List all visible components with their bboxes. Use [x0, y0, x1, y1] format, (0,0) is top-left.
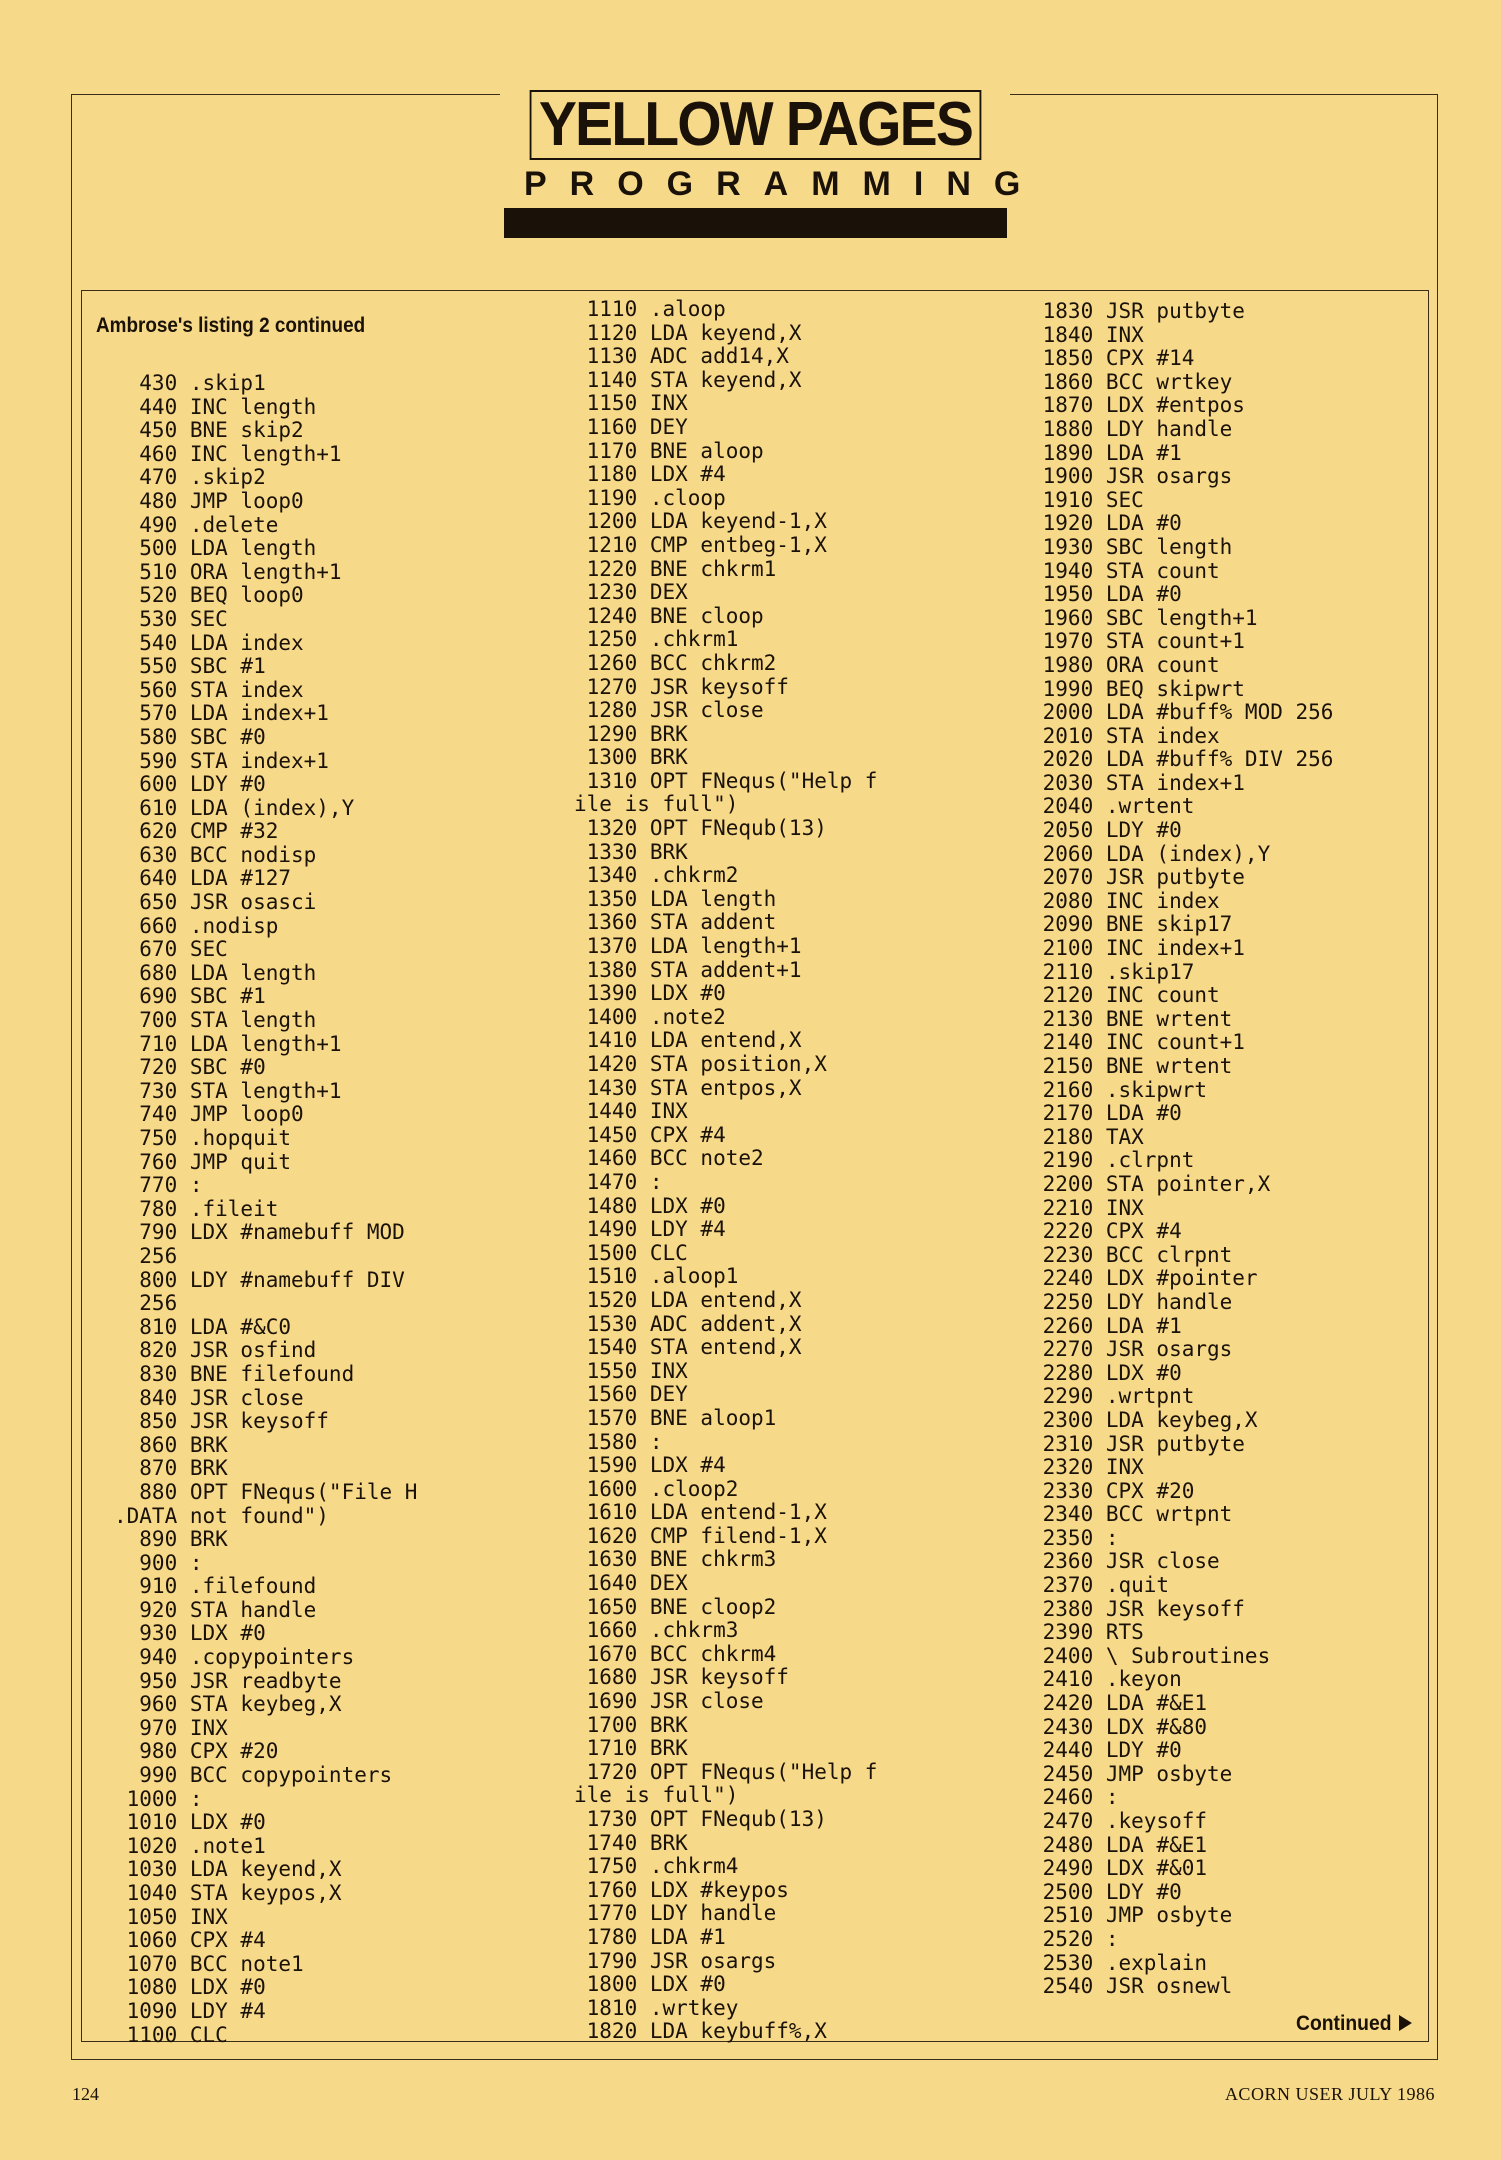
code-line: 1600 .cloop2: [574, 1476, 739, 1501]
code-line: 1730 OPT FNequb(13): [574, 1807, 827, 1831]
code-line: 1090 LDY #4: [114, 1998, 266, 2023]
code-line: 700 STA length: [114, 1008, 317, 1033]
code-line: 1120 LDA keyend,X: [574, 320, 802, 345]
code-line: 2120 INC count: [1030, 983, 1220, 1008]
arrow-right-icon: [1399, 2015, 1412, 2031]
code-line: 2380 JSR keysoff: [1030, 1596, 1245, 1621]
code-line: 1590 LDX #4: [574, 1453, 726, 1478]
code-line: 1920 LDA #0: [1030, 511, 1182, 536]
code-line: 540 LDA index: [114, 630, 304, 655]
code-line: 1420 STA position,X: [574, 1052, 827, 1076]
code-line: 2360 JSR close: [1030, 1549, 1220, 1574]
code-line: 1690 JSR close: [574, 1689, 764, 1714]
code-line: 940 .copypointers: [114, 1645, 355, 1670]
code-line: 530 SEC: [114, 606, 228, 631]
code-line: 1900 JSR osargs: [1030, 464, 1233, 489]
code-line: 1520 LDA entend,X: [574, 1287, 802, 1312]
code-line: 980 CPX #20: [114, 1739, 279, 1764]
code-line: 2160 .skipwrt: [1030, 1077, 1208, 1102]
code-line: 1740 BRK: [574, 1830, 688, 1855]
code-line: 770 :: [114, 1173, 203, 1198]
code-line: 780 .fileit: [114, 1196, 279, 1221]
code-line: 1010 LDX #0: [114, 1810, 266, 1835]
code-line: 730 STA length+1: [114, 1078, 342, 1103]
code-line: 470 .skip2: [114, 465, 266, 490]
code-line: 2350 :: [1030, 1525, 1119, 1550]
code-line: 1210 CMP entbeg-1,X: [574, 532, 827, 557]
code-line: 720 SBC #0: [114, 1055, 266, 1080]
code-line: 1930 SBC length: [1030, 534, 1233, 559]
code-line: 1570 BNE aloop1: [574, 1405, 777, 1430]
code-line: 630 BCC nodisp: [114, 842, 317, 867]
code-line: 610 LDA (index),Y: [114, 795, 355, 820]
code-line: 2480 LDA #&E1: [1030, 1832, 1208, 1857]
code-line: 590 STA index+1: [114, 748, 329, 773]
code-line: 1910 SEC: [1030, 487, 1144, 512]
code-line: 2250 LDY handle: [1030, 1289, 1233, 1314]
code-line: 1410 LDA entend,X: [574, 1028, 802, 1053]
code-line: 890 BRK: [114, 1527, 228, 1552]
code-line: 640 LDA #127: [114, 866, 292, 891]
code-line: 1830 JSR putbyte: [1030, 299, 1245, 323]
code-line: 2420 LDA #&E1: [1030, 1691, 1208, 1716]
code-line: 1400 .note2: [574, 1004, 726, 1029]
code-line: 2390 RTS: [1030, 1620, 1144, 1645]
code-line: 1360 STA addent: [574, 910, 777, 935]
code-line: 2140 INC count+1: [1030, 1030, 1245, 1055]
code-line: 1150 INX: [574, 391, 688, 416]
code-line: 1460 BCC note2: [574, 1146, 764, 1171]
code-line: 2440 LDY #0: [1030, 1738, 1182, 1763]
code-line: 2030 STA index+1: [1030, 770, 1245, 795]
code-line: 1720 OPT FNequs("Help f: [574, 1759, 878, 1784]
code-line: 1290 BRK: [574, 721, 688, 746]
code-line: 650 JSR osasci: [114, 890, 317, 915]
code-line: 570 LDA index+1: [114, 701, 329, 726]
code-line: 1630 BNE chkrm3: [574, 1547, 777, 1572]
code-line: 2320 INX: [1030, 1455, 1144, 1480]
code-line: 1530 ADC addent,X: [574, 1311, 802, 1336]
code-line: 560 STA index: [114, 677, 304, 702]
code-line: 1540 STA entend,X: [574, 1335, 802, 1360]
code-line: 1040 STA keypos,X: [114, 1881, 342, 1905]
code-line: 1700 BRK: [574, 1712, 688, 1737]
code-line: 960 STA keybeg,X: [114, 1692, 342, 1717]
masthead: [500, 86, 1044, 238]
code-line: 1380 STA addent+1: [574, 957, 802, 982]
code-line: 2050 LDY #0: [1030, 818, 1182, 843]
code-line: 1490 LDY #4: [574, 1217, 726, 1242]
code-line: 1280 JSR close: [574, 698, 764, 723]
code-line: 1080 LDX #0: [114, 1975, 266, 2000]
code-line: 1050 INX: [114, 1904, 228, 1929]
code-line: 880 OPT FNequs("File H: [114, 1479, 418, 1504]
code-line: 900 :: [114, 1550, 203, 1575]
code-line: 490 .delete: [114, 512, 279, 537]
code-line: 2340 BCC wrtpnt: [1030, 1502, 1233, 1527]
code-line: 1340 .chkrm2: [574, 863, 739, 888]
code-line: 1110 .aloop: [574, 297, 726, 321]
code-line: 1990 BEQ skipwrt: [1030, 676, 1245, 701]
code-line: 2220 CPX #4: [1030, 1219, 1182, 1244]
continued-marker: [1296, 2012, 1412, 2036]
code-line: 800 LDY #namebuff DIV: [114, 1267, 405, 1292]
code-line: 2070 JSR putbyte: [1030, 865, 1245, 890]
code-line: 1750 .chkrm4: [574, 1854, 739, 1879]
code-line: 2450 JMP osbyte: [1030, 1761, 1233, 1786]
code-line: 1610 LDA entend-1,X: [574, 1500, 827, 1525]
code-line: 2170 LDA #0: [1030, 1101, 1182, 1126]
code-line: 2260 LDA #1: [1030, 1313, 1182, 1338]
code-line: 1170 BNE aloop: [574, 438, 764, 463]
code-line: 820 JSR osfind: [114, 1338, 317, 1363]
code-line: 1790 JSR osargs: [574, 1948, 777, 1973]
code-line: 1450 CPX #4: [574, 1122, 726, 1147]
code-line: 2180 TAX: [1030, 1124, 1144, 1149]
code-line: 1710 BRK: [574, 1736, 688, 1761]
code-line: 2190 .clrpnt: [1030, 1148, 1195, 1173]
code-line: 1270 JSR keysoff: [574, 674, 789, 699]
code-line: 680 LDA length: [114, 960, 317, 985]
code-line: 2060 LDA (index),Y: [1030, 841, 1271, 866]
code-line: 1200 LDA keyend-1,X: [574, 509, 827, 534]
code-line: 1550 INX: [574, 1358, 688, 1383]
code-line: 2010 STA index: [1030, 723, 1220, 748]
code-line: 550 SBC #1: [114, 654, 266, 679]
code-line: ile is full"): [574, 1783, 739, 1808]
code-line: 1260 BCC chkrm2: [574, 650, 777, 675]
code-line: 2130 BNE wrtent: [1030, 1006, 1233, 1031]
code-line: 2400 \ Subroutines: [1030, 1643, 1271, 1668]
code-line: 500 LDA length: [114, 536, 317, 561]
code-line: 1130 ADC add14,X: [574, 344, 789, 369]
code-line: 790 LDX #namebuff MOD: [114, 1220, 405, 1245]
code-line: 1810 .wrtkey: [574, 1995, 739, 2020]
code-line: 1560 DEY: [574, 1382, 688, 1407]
code-line: 1330 BRK: [574, 839, 688, 864]
code-line: 870 BRK: [114, 1456, 228, 1481]
code-line: 2310 JSR putbyte: [1030, 1431, 1245, 1456]
code-line: 580 SBC #0: [114, 724, 266, 749]
code-line: 1860 BCC wrtkey: [1030, 369, 1233, 394]
code-line: 740 JMP loop0: [114, 1102, 304, 1127]
code-line: 1250 .chkrm1: [574, 627, 739, 652]
code-line: 1030 LDA keyend,X: [114, 1857, 342, 1882]
code-line: 2270 JSR osargs: [1030, 1337, 1233, 1362]
code-line: 670 SEC: [114, 937, 228, 962]
code-line: 750 .hopquit: [114, 1126, 292, 1150]
code-line: 1060 CPX #4: [114, 1928, 266, 1953]
code-line: 1890 LDA #1: [1030, 440, 1182, 465]
code-line: 1670 BCC chkrm4: [574, 1641, 777, 1666]
code-line: 1300 BRK: [574, 745, 688, 770]
code-line: 710 LDA length+1: [114, 1031, 342, 1056]
code-line: 2200 STA pointer,X: [1030, 1171, 1271, 1196]
code-line: 2460 :: [1030, 1785, 1119, 1810]
code-line: 460 INC length+1: [114, 441, 342, 466]
masthead-title: YELLOW PAGES: [529, 90, 981, 160]
code-line: 830 BNE filefound: [114, 1361, 355, 1386]
code-line: 810 LDA #&C0: [114, 1314, 292, 1339]
code-line: 1800 LDX #0: [574, 1972, 726, 1997]
code-line: ile is full"): [574, 792, 739, 817]
code-line: 1940 STA count: [1030, 558, 1220, 583]
code-line: 2110 .skip17: [1030, 959, 1195, 984]
code-line: 1240 BNE cloop: [574, 603, 764, 628]
code-line: 1620 CMP filend-1,X: [574, 1523, 827, 1548]
code-line: 2040 .wrtent: [1030, 794, 1195, 819]
code-line: 1430 STA entpos,X: [574, 1075, 802, 1100]
code-line: 920 STA handle: [114, 1597, 317, 1622]
code-line: 2240 LDX #pointer: [1030, 1266, 1258, 1291]
code-line: 440 INC length: [114, 394, 317, 419]
code-line: 1350 LDA length: [574, 886, 777, 911]
code-line: 1960 SBC length+1: [1030, 605, 1258, 630]
code-line: 1310 OPT FNequs("Help f: [574, 768, 878, 793]
code-line: 1580 :: [574, 1429, 663, 1454]
code-line: 2280 LDX #0: [1030, 1360, 1182, 1385]
code-line: 1510 .aloop1: [574, 1264, 739, 1289]
code-line: 930 LDX #0: [114, 1621, 266, 1646]
code-line: 2150 BNE wrtent: [1030, 1054, 1233, 1078]
code-line: 1650 BNE cloop2: [574, 1594, 777, 1619]
code-line: 2210 INX: [1030, 1195, 1144, 1220]
code-line: 1980 ORA count: [1030, 652, 1220, 677]
code-line: 840 JSR close: [114, 1385, 304, 1410]
code-line: 2330 CPX #20: [1030, 1478, 1195, 1503]
listing-column-1: [114, 372, 417, 2047]
code-line: 1100 CLC: [114, 2022, 228, 2047]
code-line: 660 .nodisp: [114, 913, 279, 938]
code-line: 860 BRK: [114, 1432, 228, 1457]
code-line: 2540 JSR osnewl: [1030, 1974, 1233, 1999]
code-line: 1880 LDY handle: [1030, 416, 1233, 441]
continued-label: Continued: [1296, 2012, 1392, 2035]
code-line: 990 BCC copypointers: [114, 1763, 393, 1788]
code-line: 1680 JSR keysoff: [574, 1665, 789, 1690]
code-line: 2370 .quit: [1030, 1573, 1170, 1598]
code-line: 1230 DEX: [574, 580, 688, 605]
listing-column-2: [574, 298, 877, 2044]
code-line: 2300 LDA keybeg,X: [1030, 1407, 1258, 1432]
code-line: 2490 LDX #&01: [1030, 1856, 1208, 1881]
code-line: 430 .skip1: [114, 371, 266, 395]
code-line: 1190 .cloop: [574, 485, 726, 510]
code-line: 1180 LDX #4: [574, 462, 726, 487]
code-line: 970 INX: [114, 1715, 228, 1740]
code-line: 2090 BNE skip17: [1030, 912, 1233, 937]
code-line: 1220 BNE chkrm1: [574, 556, 777, 581]
page-source: ACORN USER JULY 1986: [1224, 2084, 1435, 2104]
code-line: 1760 LDX #keypos: [574, 1877, 789, 1902]
code-line: 1390 LDX #0: [574, 981, 726, 1006]
code-line: 1820 LDA keybuff%,X: [574, 2019, 827, 2044]
code-line: 2100 INC index+1: [1030, 936, 1245, 961]
code-line: 450 BNE skip2: [114, 418, 304, 443]
code-line: 1140 STA keyend,X: [574, 367, 802, 392]
masthead-bar: [504, 208, 1007, 238]
code-line: 1640 DEX: [574, 1571, 688, 1596]
code-line: 760 JMP quit: [114, 1149, 292, 1174]
page-number: 124: [72, 2084, 99, 2104]
code-line: 1850 CPX #14: [1030, 346, 1195, 371]
code-line: 1070 BCC note1: [114, 1951, 304, 1976]
code-line: 1320 OPT FNequb(13): [574, 816, 827, 841]
code-line: 2470 .keysoff: [1030, 1809, 1208, 1833]
code-line: 620 CMP #32: [114, 819, 279, 844]
code-line: 256: [114, 1243, 178, 1268]
code-line: 1470 :: [574, 1169, 663, 1194]
code-line: .DATA not found"): [114, 1503, 329, 1528]
code-line: 510 ORA length+1: [114, 559, 342, 584]
code-line: 1480 LDX #0: [574, 1193, 726, 1218]
code-line: 520 BEQ loop0: [114, 583, 304, 608]
code-line: 600 LDY #0: [114, 772, 266, 797]
code-line: 2230 BCC clrpnt: [1030, 1242, 1233, 1267]
code-line: 850 JSR keysoff: [114, 1409, 329, 1434]
code-line: 1870 LDX #entpos: [1030, 393, 1245, 418]
code-line: 256: [114, 1291, 178, 1316]
code-line: 2530 .explain: [1030, 1950, 1208, 1975]
code-line: 2020 LDA #buff% DIV 256: [1030, 747, 1334, 772]
code-line: 1950 LDA #0: [1030, 582, 1182, 607]
listing-column-3: [1030, 300, 1333, 1999]
code-line: 2410 .keyon: [1030, 1667, 1182, 1692]
code-line: 2080 INC index: [1030, 888, 1220, 913]
code-line: 1770 LDY handle: [574, 1901, 777, 1926]
code-line: 2510 JMP osbyte: [1030, 1903, 1233, 1928]
code-line: 2290 .wrtpnt: [1030, 1384, 1195, 1409]
code-line: 1000 :: [114, 1786, 203, 1811]
code-line: 1440 INX: [574, 1099, 688, 1124]
code-line: 1020 .note1: [114, 1833, 266, 1858]
code-line: 690 SBC #1: [114, 984, 266, 1009]
code-line: 1840 INX: [1030, 322, 1144, 347]
code-line: 910 .filefound: [114, 1574, 317, 1599]
code-line: 2520 :: [1030, 1926, 1119, 1951]
code-line: 1970 STA count+1: [1030, 629, 1245, 654]
code-line: 1160 DEY: [574, 414, 688, 439]
code-line: 1660 .chkrm3: [574, 1618, 739, 1643]
listing-heading: Ambrose's listing 2 continued: [96, 314, 366, 337]
masthead-subtitle: PROGRAMMING: [524, 165, 1044, 203]
code-line: 2500 LDY #0: [1030, 1879, 1182, 1904]
code-line: 2430 LDX #&80: [1030, 1714, 1208, 1739]
code-line: 480 JMP loop0: [114, 488, 304, 513]
code-line: 1780 LDA #1: [574, 1924, 726, 1949]
code-line: 2000 LDA #buff% MOD 256: [1030, 700, 1334, 725]
code-line: 1370 LDA length+1: [574, 934, 802, 959]
code-line: 950 JSR readbyte: [114, 1668, 342, 1693]
code-line: 1500 CLC: [574, 1240, 688, 1265]
